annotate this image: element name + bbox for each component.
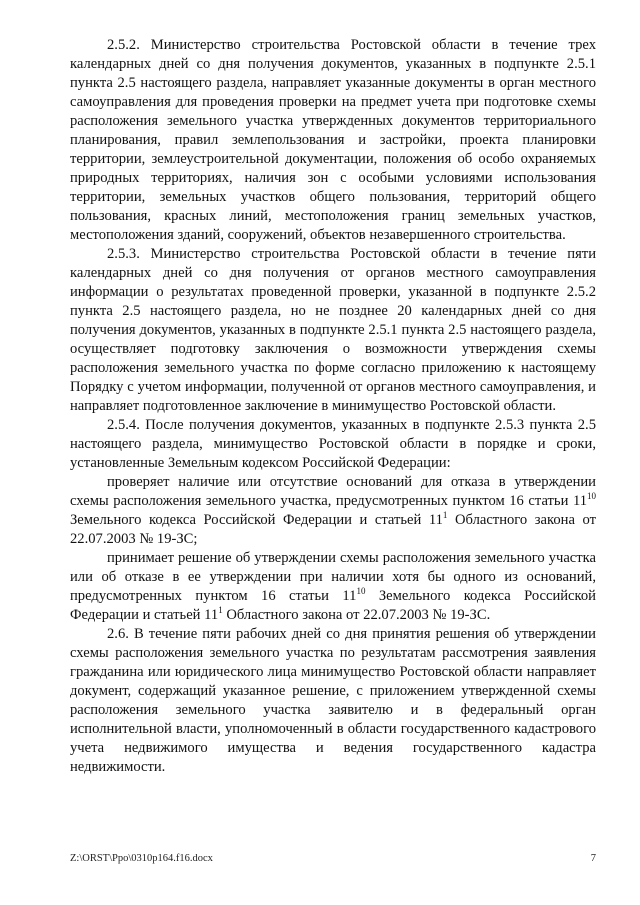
superscript: 1	[442, 510, 448, 520]
page-number: 7	[590, 853, 596, 864]
paragraph-2-6: 2.6. В течение пяти рабочих дней со дня принятия решения об утверждении схемы расположения земельного участка по результатам рассмотрения заявления гражданина или юридического лица минимущество Ростовской области направляет документ, содержащий указанное решение, с приложением утвержденной схемы расположения земельного участка заявителю и в федеральный орган исполнительной власти, уполномоченный в области государственного кадастрового учета недвижимого имущества и ведения государственного кадастра недвижимости.	[70, 626, 596, 775]
paragraph-decision	[70, 549, 596, 625]
paragraph-text-part: проверяет наличие или отсутствие оснований для отказа в утверждении схемы расположения земельного участка, предусмотренных пунктом 16 статьи 11	[70, 474, 596, 509]
paragraph-2-5-4: 2.5.4. После получения документов, указанных в подпункте 2.5.3 пункта 2.5 настоящего раздела, минимущество Ростовской области в порядке и сроки, установленные Земельным кодексом Российской Федерации:	[70, 417, 596, 471]
paragraph-text-part: Земельного кодекса Российской Федерации и статьей 11	[70, 512, 443, 528]
paragraph-check-grounds	[70, 473, 596, 549]
paragraph-2-5-3: 2.5.3. Министерство строительства Ростовской области в течение пяти календарных дней со дня получения от органов местного самоуправления информации о результатах проведенной проверки, указанной в подпункте 2.5.2 пункта 2.5 настоящего раздела, но не позднее 20 календарных дней со дня получения документов, указанных в подпункте 2.5.1 пункта 2.5 настоящего раздела, осуществляет подготовку заключения о возможности утверждения схемы расположения земельного участка по форме согласно приложению к настоящему Порядку с учетом информации, полученной от органов местного самоуправления, и направляет подготовленное заключение в минимущество Ростовской области.	[70, 246, 596, 414]
superscript: 10	[587, 491, 596, 501]
superscript: 10	[356, 586, 366, 596]
paragraph-text-part: Областного закона от 22.07.2003 № 19-ЗС;	[70, 512, 596, 547]
paragraph-text-part: Земельного кодекса Российской Федерации и статьей 11	[70, 588, 596, 623]
superscript: 1	[218, 605, 223, 615]
footer-file-path: Z:\ORST\Ppo\0310p164.f16.docx	[70, 853, 213, 864]
paragraph-text-part: принимает решение об утверждении схемы расположения земельного участка или об отказе в ее утверждении при наличии хотя бы одного из оснований, предусмотренных пунктом 16 статьи 11	[70, 550, 596, 604]
paragraph-2-5-2: 2.5.2. Министерство строительства Ростовской области в течение трех календарных дней со дня получения документов, указанных в подпункте 2.5.1 пункта 2.5 настоящего раздела, направляет указанные документы в орган местного самоуправления для проведения проверки на предмет учета при подготовке схемы расположения земельного участка утвержденных документов территориального планирования, правил землепользования и застройки, проекта планировки территории, землеустроительной документации, положения об особо охраняемых природных территориях, наличия зон с особыми условиями использования территории, земельных участков общего пользования, территорий общего пользования, красных линий, местоположения границ земельных участков, местоположения зданий, сооружений, объектов незавершенного строительства.	[70, 37, 596, 243]
document-body	[70, 36, 596, 777]
paragraph-text-part: Областного закона от 22.07.2003 № 19-ЗС.	[222, 607, 491, 623]
